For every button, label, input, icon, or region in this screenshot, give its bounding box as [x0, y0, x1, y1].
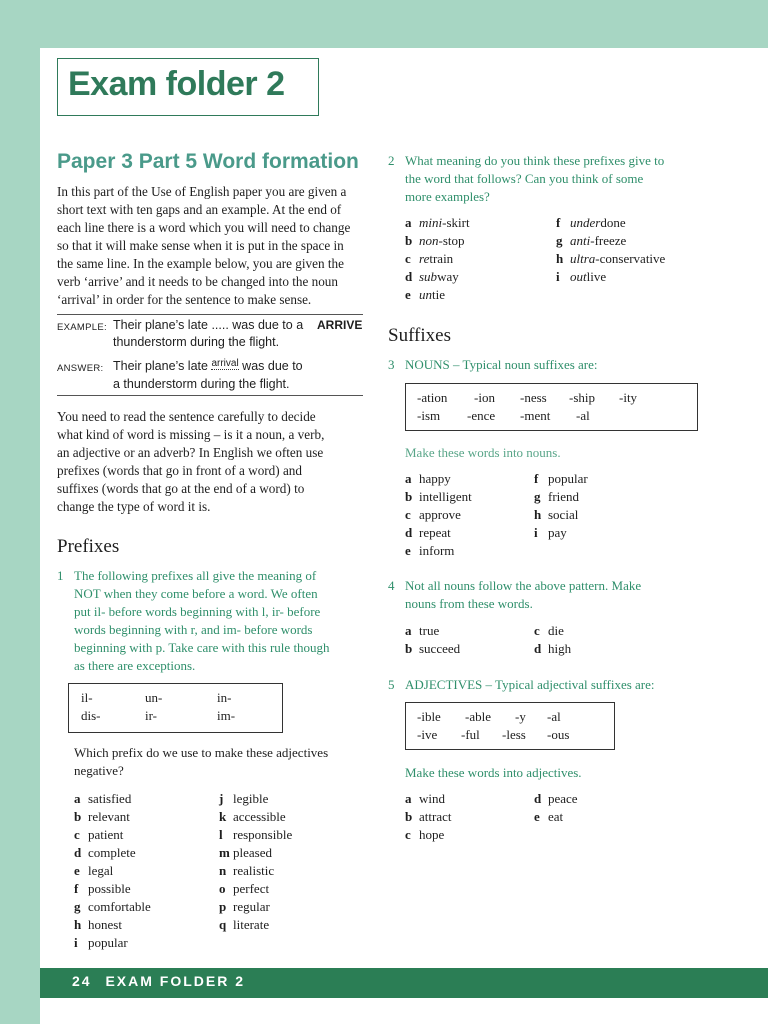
intro-line: the same line. In the example below, you are given the [57, 256, 344, 271]
answer-sentence [113, 358, 373, 393]
answer-pre: Their plane’s late [113, 359, 208, 373]
list-item: k accessible [219, 809, 286, 824]
list-item: l responsible [219, 827, 293, 842]
suffix: -ous [547, 727, 570, 742]
intro-line: verb ‘arrive’ and it needs to be changed into the noun [57, 274, 338, 289]
prefix: dis- [81, 708, 101, 723]
suffix: -less [502, 727, 526, 742]
list-item: c approve [405, 507, 461, 522]
q2-list-col1 [405, 214, 470, 304]
list-item: q literate [219, 917, 270, 932]
title-box [57, 58, 319, 116]
suffix: -ation [417, 390, 448, 405]
footer [72, 973, 245, 989]
question-1 [57, 567, 367, 675]
suffix: -ity [619, 390, 638, 405]
footer-label: EXAM FOLDER 2 [105, 973, 246, 989]
suffix: -al [547, 709, 561, 724]
list-item: d high [534, 641, 572, 656]
list-item: e legal [74, 863, 114, 878]
q1-number: 1 [57, 568, 64, 583]
list-item: h honest [74, 917, 122, 932]
example-bottom-rule [57, 395, 363, 396]
q4-number: 4 [388, 578, 395, 593]
intro-line: so that it will make sense when it is put in the space in [57, 238, 344, 253]
noun-suffix-box [405, 383, 698, 431]
list-item: a happy [405, 471, 451, 486]
suffix: -ible [417, 709, 441, 724]
suffix: -ive [417, 727, 438, 742]
list-item: b non-stop [405, 233, 465, 248]
example-line: Their plane’s late ..... was due to a [113, 318, 304, 332]
q2-list-col2 [556, 214, 665, 286]
list-item: a true [405, 623, 440, 638]
q3-list-col1 [405, 470, 472, 560]
intro-line: short text with ten gaps and an example. At the end of [57, 202, 342, 217]
list-item: g friend [534, 489, 580, 504]
list-item: d complete [74, 845, 136, 860]
question-5 [388, 676, 708, 694]
page-title: Exam folder 2 [68, 65, 285, 103]
q4-list-col2 [534, 622, 571, 658]
q1-line: words beginning with r, and im- before words [74, 622, 313, 637]
list-item: h social [534, 507, 579, 522]
q3-list-col2 [534, 470, 588, 542]
list-item: a mini-skirt [405, 215, 470, 230]
list-item: d peace [534, 791, 578, 806]
list-item: c patient [74, 827, 124, 842]
list-item: i pay [534, 525, 567, 540]
q4-list-col1 [405, 622, 460, 658]
read-line: what kind of word is missing – is it a noun, a verb, [57, 427, 325, 442]
q1-question [74, 744, 328, 780]
prefix: im- [217, 708, 236, 723]
q3-number: 3 [388, 357, 395, 372]
list-item: f popular [534, 471, 588, 486]
q1-list-col1 [74, 790, 151, 952]
list-item: g anti-freeze [556, 233, 627, 248]
example-keyword: ARRIVE [317, 318, 363, 332]
read-paragraph [57, 408, 324, 516]
list-item: i popular [74, 935, 128, 950]
suffix: -al [576, 408, 590, 423]
list-item: a satisfied [74, 791, 132, 806]
list-item: e untie [405, 287, 445, 302]
intro-paragraph [57, 183, 350, 309]
read-line: change the type of word it is. [57, 499, 211, 514]
list-item: p regular [219, 899, 270, 914]
suffix: -y [515, 709, 526, 724]
list-item: i outlive [556, 269, 607, 284]
list-item: b intelligent [405, 489, 472, 504]
list-item: j legible [219, 791, 269, 806]
list-item: g comfortable [74, 899, 151, 914]
prefix: in- [217, 690, 232, 705]
q1-question-line: negative? [74, 763, 124, 778]
q1-list-col2 [219, 790, 292, 934]
list-item: f possible [74, 881, 131, 896]
q5-list-col1 [405, 790, 451, 844]
adjective-suffix-box [405, 702, 615, 750]
intro-line: In this part of the Use of English paper you are given a [57, 184, 347, 199]
q2-number: 2 [388, 153, 395, 168]
intro-line: each line there is a word which you will need to change [57, 220, 351, 235]
q1-line: put il- before words beginning with l, ir- before [74, 604, 321, 619]
list-item: e eat [534, 809, 564, 824]
prefix-box [68, 683, 283, 733]
q2-line: the word that follows? Can you think of some [405, 171, 644, 186]
paper-heading: Paper 3 Part 5 Word formation [57, 150, 359, 173]
read-line: prefixes (words that go in front of a word) and [57, 463, 302, 478]
question-2 [388, 152, 708, 206]
page-number: 24 [72, 973, 92, 989]
suffix: -ful [461, 727, 480, 742]
suffixes-heading: Suffixes [388, 325, 451, 346]
list-item: f underdone [556, 215, 626, 230]
q5-number: 5 [388, 677, 395, 692]
q4-line: Not all nouns follow the above pattern. Make [405, 578, 642, 593]
q4-line: nouns from these words. [405, 596, 533, 611]
answer-label: ANSWER: [57, 363, 104, 374]
answer-post: was due to [242, 359, 303, 373]
intro-line: ‘arrival’ in order for the sentence to make sense. [57, 292, 312, 307]
list-item: h ultra-conservative [556, 251, 666, 266]
q1-line: as there are exceptions. [74, 658, 196, 673]
suffix: -ship [569, 390, 595, 405]
answer-word: arrival [211, 358, 239, 369]
example-top-rule [57, 314, 363, 315]
question-3 [388, 356, 708, 374]
list-item: e inform [405, 543, 455, 558]
prefix: ir- [145, 708, 158, 723]
q1-line: The following prefixes all give the meaning of [74, 568, 317, 583]
example-line: thunderstorm during the flight. [113, 335, 280, 349]
example-sentence [113, 317, 313, 351]
list-item: m pleased [219, 845, 272, 860]
list-item: a wind [405, 791, 445, 806]
prefixes-heading: Prefixes [57, 536, 120, 557]
list-item: b relevant [74, 809, 130, 824]
prefix: un- [145, 690, 163, 705]
q2-line: What meaning do you think these prefixes give to [405, 153, 665, 168]
q1-line: NOT when they come before a word. We often [74, 586, 318, 601]
q5-heading: ADJECTIVES – Typical adjectival suffixes are: [405, 677, 655, 692]
q1-line: beginning with p. Take care with this rule though [74, 640, 330, 655]
question-4 [388, 577, 708, 613]
q1-question-line: Which prefix do we use to make these adjectives [74, 745, 329, 760]
list-item: d subway [405, 269, 459, 284]
q5-list-col2 [534, 790, 578, 826]
list-item: n realistic [219, 863, 275, 878]
read-line: You need to read the sentence carefully to decide [57, 409, 316, 424]
suffix: -ness [520, 390, 547, 405]
list-item: c hope [405, 827, 445, 842]
list-item: c retrain [405, 251, 454, 266]
q5-instruction: Make these words into adjectives. [405, 765, 582, 780]
prefix: il- [81, 690, 93, 705]
read-line: suffixes (words that go at the end of a word) to [57, 481, 305, 496]
q2-line: more examples? [405, 189, 490, 204]
read-line: an adjective or an adverb? In English we often use [57, 445, 324, 460]
suffix: -ence [467, 408, 496, 423]
answer-line: a thunderstorm during the flight. [113, 377, 290, 391]
list-item: o perfect [219, 881, 270, 896]
example-label: EXAMPLE: [57, 322, 107, 333]
q3-instruction: Make these words into nouns. [405, 445, 561, 460]
list-item: d repeat [405, 525, 451, 540]
list-item: c die [534, 623, 564, 638]
suffix: -able [465, 709, 491, 724]
list-item: b succeed [405, 641, 461, 656]
suffix: -ism [417, 408, 441, 423]
q3-heading: NOUNS – Typical noun suffixes are: [405, 357, 598, 372]
list-item: b attract [405, 809, 452, 824]
suffix: -ment [520, 408, 551, 423]
suffix: -ion [474, 390, 495, 405]
